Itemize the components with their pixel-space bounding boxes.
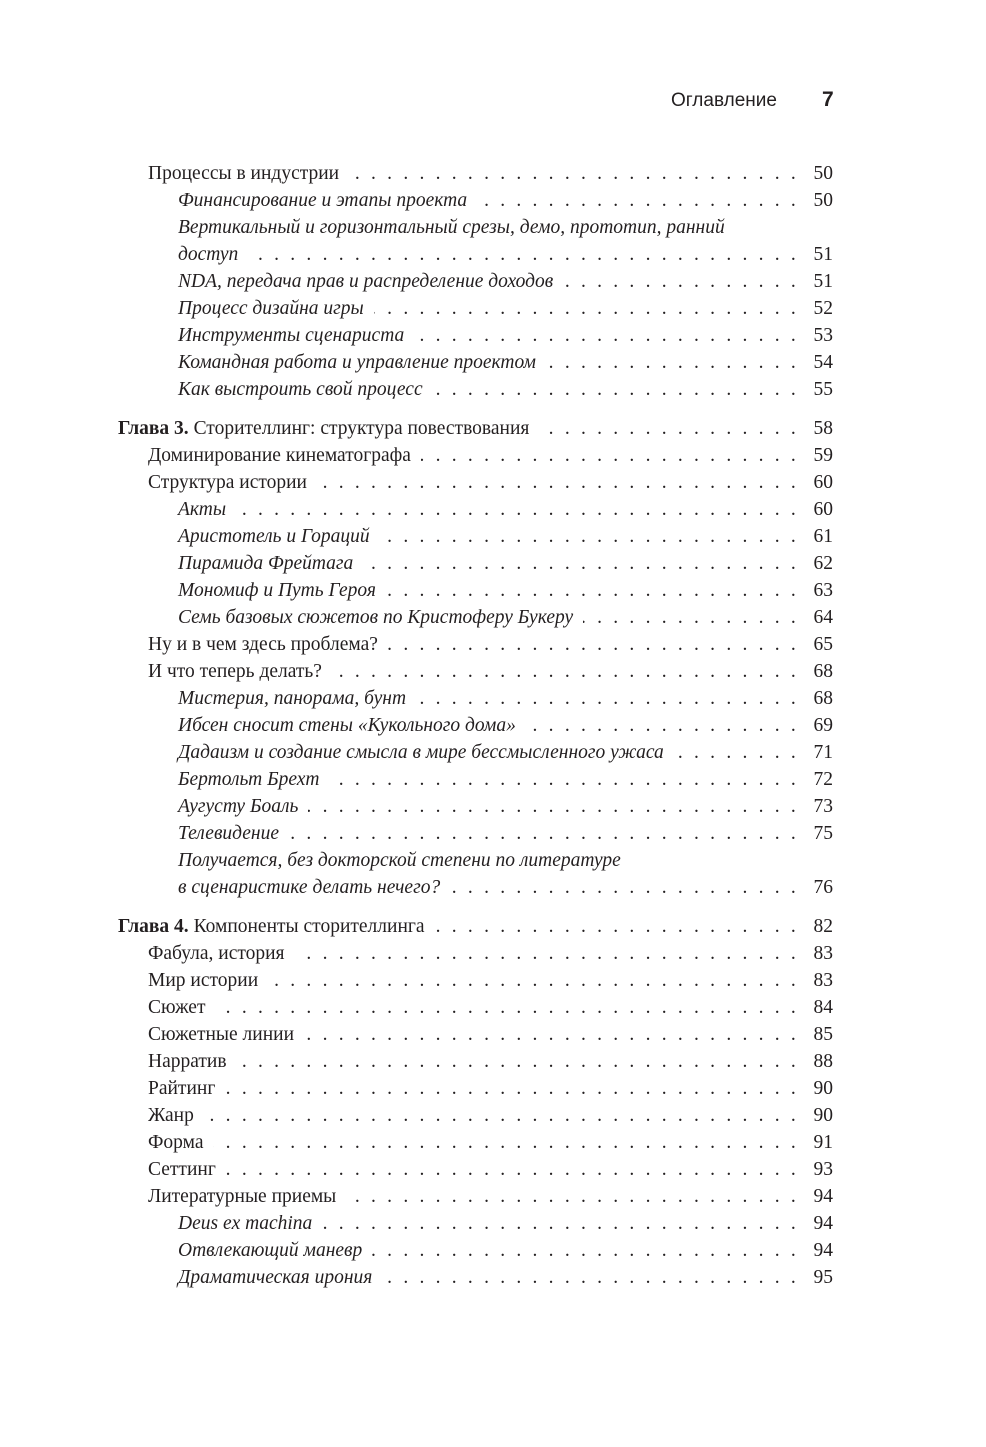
toc-page-number: 90 <box>813 1105 833 1126</box>
running-header <box>0 88 986 118</box>
toc-page-number: 54 <box>813 352 833 373</box>
dot-leader <box>237 1048 799 1075</box>
toc-subsection-entry[interactable] <box>118 268 833 295</box>
toc-chapter-entry[interactable] <box>118 913 833 940</box>
toc-entry-title: Ну и в чем здесь проблема? <box>148 634 378 655</box>
toc-subsection-entry[interactable] <box>118 349 833 376</box>
toc-page-number: 60 <box>813 499 833 520</box>
dot-leader <box>322 1210 799 1237</box>
toc-section-entry[interactable] <box>118 160 833 187</box>
toc-page-number: 71 <box>813 742 833 763</box>
toc-section-entry[interactable] <box>118 1021 833 1048</box>
toc-section-entry[interactable] <box>118 469 833 496</box>
toc-subsection-entry[interactable] <box>118 214 833 268</box>
toc-entry-title: Мономиф и Путь Героя <box>178 580 376 601</box>
toc-subsection-entry[interactable] <box>118 766 833 793</box>
toc-page-number: 82 <box>813 916 833 937</box>
toc-entry-title: Процессы в индустрии <box>148 163 340 184</box>
toc-entry-title <box>118 913 435 940</box>
toc-subsection-entry[interactable] <box>118 295 833 322</box>
toc-section-entry[interactable] <box>118 967 833 994</box>
toc-entry-title: Семь базовых сюжетов по Кристоферу Букеру <box>178 607 574 628</box>
toc-chapter-title: Компоненты сторителлинга <box>193 916 425 937</box>
dot-leader <box>450 874 799 901</box>
toc-entry-title: Сюжет <box>148 997 206 1018</box>
dot-leader <box>526 712 799 739</box>
dot-leader <box>546 349 799 376</box>
toc-subsection-entry[interactable] <box>118 1264 833 1291</box>
dot-leader <box>386 577 799 604</box>
toc-entry-title: Райтинг <box>148 1078 216 1099</box>
toc-entry-title: Отвлекающий маневр <box>178 1240 363 1261</box>
dot-leader <box>363 550 799 577</box>
toc-page-number: 62 <box>813 553 833 574</box>
dot-leader <box>349 160 799 187</box>
dot-leader <box>414 322 799 349</box>
dot-leader <box>435 913 799 940</box>
toc-entry-title: Пирамида Фрейтага <box>178 553 354 574</box>
dot-leader <box>433 376 799 403</box>
toc-page-number: 76 <box>813 877 833 898</box>
toc-subsection-entry[interactable] <box>118 523 833 550</box>
dot-leader <box>583 604 799 631</box>
toc-section-entry[interactable] <box>118 1102 833 1129</box>
toc-page-number: 85 <box>813 1024 833 1045</box>
toc-entry-title: NDA, передача прав и распределение доходов <box>178 271 554 292</box>
toc-subsection-entry[interactable] <box>118 793 833 820</box>
dot-leader <box>226 1156 799 1183</box>
toc-section-entry[interactable] <box>118 631 833 658</box>
dot-leader <box>317 469 799 496</box>
dot-leader <box>416 685 799 712</box>
toc-entry-title: доступ <box>178 244 239 265</box>
toc-entry-title: Инструменты сценариста <box>178 325 405 346</box>
toc-page-number: 90 <box>813 1078 833 1099</box>
toc-page-number: 60 <box>813 472 833 493</box>
dot-leader <box>268 967 799 994</box>
dot-leader <box>225 1075 799 1102</box>
toc-section-entry[interactable] <box>118 1075 833 1102</box>
toc-page-number: 94 <box>813 1213 833 1234</box>
toc-entry-title: Фабула, история <box>148 943 285 964</box>
toc-entry-title-line1: Получается, без докторской степени по литературе <box>178 850 621 871</box>
toc-page-number: 94 <box>813 1240 833 1261</box>
toc-page-number: 94 <box>813 1186 833 1207</box>
toc-section-entry[interactable] <box>118 1183 833 1210</box>
dot-leader <box>289 820 799 847</box>
toc-page-number: 88 <box>813 1051 833 1072</box>
toc-section-entry[interactable] <box>118 658 833 685</box>
toc-page-number: 95 <box>813 1267 833 1288</box>
dot-leader <box>213 1129 799 1156</box>
dot-leader <box>374 295 799 322</box>
dot-leader <box>346 1183 799 1210</box>
toc-page-number: 68 <box>813 688 833 709</box>
toc-page-number: 69 <box>813 715 833 736</box>
toc-entry-title: Финансирование и этапы проекта <box>178 190 468 211</box>
toc-page-number: 59 <box>813 445 833 466</box>
toc-entry-title: Мистерия, панорама, бунт <box>178 688 407 709</box>
toc-chapter-label: Глава 4. <box>118 916 189 937</box>
toc-entry-title: Процесс дизайна игры <box>178 298 364 319</box>
toc-entry-title: Аугусту Боаль <box>178 796 299 817</box>
toc-page-number: 58 <box>813 418 833 439</box>
toc-entry-title: Акты <box>178 499 227 520</box>
toc-entry-title: Телевидение <box>178 823 280 844</box>
toc-page-number: 75 <box>813 823 833 844</box>
toc-entry-title: Дадаизм и создание смысла в мире бессмысленного ужаса <box>178 742 664 763</box>
page-number: 7 <box>822 88 834 111</box>
toc-entry-title-line1: Вертикальный и горизонтальный срезы, демо, прототип, ранний <box>178 217 725 238</box>
toc-entry-title: Сюжетные линии <box>148 1024 295 1045</box>
toc-page-number: 93 <box>813 1159 833 1180</box>
toc-chapter-title: Сторителлинг: структура повествования <box>193 418 530 439</box>
toc-page-number: 64 <box>813 607 833 628</box>
toc-page-number: 83 <box>813 943 833 964</box>
dot-leader <box>248 241 799 268</box>
toc-page-number: 68 <box>813 661 833 682</box>
toc-subsection-entry[interactable] <box>118 712 833 739</box>
toc-page-number: 72 <box>813 769 833 790</box>
toc-subsection-entry[interactable] <box>118 187 833 214</box>
table-of-contents <box>118 160 833 1291</box>
dot-leader <box>304 1021 799 1048</box>
dot-leader <box>674 739 799 766</box>
toc-entry-title: Жанр <box>148 1105 194 1126</box>
toc-entry-title: И что теперь делать? <box>148 661 322 682</box>
dot-leader <box>332 658 799 685</box>
toc-entry-title: Нарратив <box>148 1051 227 1072</box>
toc-section-entry[interactable] <box>118 1129 833 1156</box>
toc-subsection-entry[interactable] <box>118 847 833 901</box>
toc-entry-title: Аристотель и Гораций <box>178 526 370 547</box>
toc-subsection-entry[interactable] <box>118 496 833 523</box>
toc-subsection-entry[interactable] <box>118 685 833 712</box>
toc-entry-title: Сеттинг <box>148 1159 216 1180</box>
toc-page-number: 50 <box>813 190 833 211</box>
toc-entry-title: Командная работа и управление проектом <box>178 352 536 373</box>
toc-subsection-entry[interactable] <box>118 376 833 403</box>
dot-leader <box>204 1102 799 1129</box>
toc-subsection-entry[interactable] <box>118 1237 833 1264</box>
dot-leader <box>380 523 799 550</box>
toc-subsection-entry[interactable] <box>118 604 833 631</box>
toc-entry-title: Литературные приемы <box>148 1186 337 1207</box>
toc-entry-title: в сценаристике делать нечего? <box>178 877 441 898</box>
toc-page-number: 61 <box>813 526 833 547</box>
toc-page-number: 91 <box>813 1132 833 1153</box>
toc-page-number: 55 <box>813 379 833 400</box>
dot-leader <box>421 442 799 469</box>
toc-page-number: 51 <box>813 244 833 265</box>
toc-section-entry[interactable] <box>118 940 833 967</box>
dot-leader <box>477 187 799 214</box>
toc-entry-title: Ибсен сносит стены «Кукольного дома» <box>178 715 516 736</box>
dot-leader <box>236 496 799 523</box>
toc-section-entry[interactable] <box>118 1156 833 1183</box>
toc-section-entry[interactable] <box>118 442 833 469</box>
toc-entry-title: Как выстроить свой процесс <box>178 379 423 400</box>
dot-leader <box>388 631 799 658</box>
toc-subsection-entry[interactable] <box>118 550 833 577</box>
toc-entry-title: Deus ex machina <box>178 1213 313 1234</box>
dot-leader <box>539 415 799 442</box>
toc-entry-title: Мир истории <box>148 970 259 991</box>
dot-leader <box>372 1237 799 1264</box>
running-header-title: Оглавление <box>671 90 777 111</box>
toc-entry-title: Доминирование кинематографа <box>148 445 411 466</box>
dot-leader <box>308 793 799 820</box>
toc-chapter-label: Глава 3. <box>118 418 189 439</box>
toc-subsection-entry[interactable] <box>118 1210 833 1237</box>
toc-entry-title: Структура истории <box>148 472 307 493</box>
toc-subsection-entry[interactable] <box>118 820 833 847</box>
toc-entry-title: Драматическая ирония <box>178 1267 373 1288</box>
toc-page-number: 53 <box>813 325 833 346</box>
toc-page-number: 50 <box>813 163 833 184</box>
dot-leader <box>295 940 799 967</box>
toc-subsection-entry[interactable] <box>118 577 833 604</box>
dot-leader <box>329 766 799 793</box>
toc-page-number: 65 <box>813 634 833 655</box>
toc-subsection-entry[interactable] <box>118 739 833 766</box>
dot-leader <box>215 994 799 1021</box>
toc-chapter-entry[interactable] <box>118 415 833 442</box>
toc-page-number: 51 <box>813 271 833 292</box>
toc-section-entry[interactable] <box>118 994 833 1021</box>
toc-subsection-entry[interactable] <box>118 322 833 349</box>
toc-page-number: 84 <box>813 997 833 1018</box>
toc-page-number: 73 <box>813 796 833 817</box>
dot-leader <box>382 1264 799 1291</box>
toc-page-number: 52 <box>813 298 833 319</box>
toc-entry-title: Форма <box>148 1132 204 1153</box>
toc-page-number: 83 <box>813 970 833 991</box>
dot-leader <box>563 268 799 295</box>
toc-entry-title <box>118 415 539 442</box>
toc-entry-title: Бертольт Брехт <box>178 769 320 790</box>
toc-page-number: 63 <box>813 580 833 601</box>
toc-section-entry[interactable] <box>118 1048 833 1075</box>
